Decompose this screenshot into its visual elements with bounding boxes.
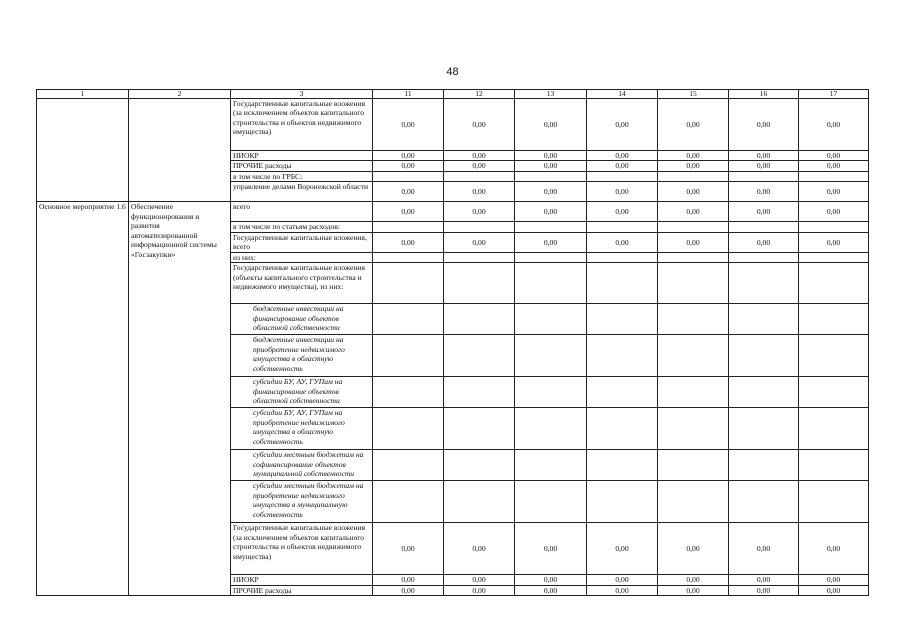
row-label: ПРОЧИЕ расходы [231,161,373,171]
value-cell [373,171,444,181]
value-cell [515,335,587,377]
value-cell [587,171,658,181]
value-cell [729,377,799,408]
table-row [37,202,869,222]
value-cell: 0,00 [799,523,869,575]
value-cell [444,252,515,262]
row-label: бюджетные инвестиции на приобретение недвижимого имущества в областную собственность [231,335,373,377]
value-cell: 0,00 [658,99,729,151]
value-cell: 0,00 [799,161,869,171]
value-cell: 0,00 [515,99,587,151]
value-cell [587,377,658,408]
value-cell [658,377,729,408]
column-header: 14 [587,90,658,99]
row-label: ПРОЧИЕ расходы [231,585,373,595]
value-cell: 0,00 [799,575,869,585]
value-cell: 0,00 [515,161,587,171]
value-cell: 0,00 [515,523,587,575]
page-number: 48 [446,66,459,78]
value-cell [515,263,587,304]
budget-table [36,89,869,596]
value-cell [799,222,869,232]
table-row [37,99,869,151]
column-header: 15 [658,90,729,99]
value-cell: 0,00 [444,523,515,575]
value-cell: 0,00 [373,232,444,252]
value-cell [729,481,799,523]
value-cell: 0,00 [444,99,515,151]
value-cell [799,263,869,304]
value-cell [587,481,658,523]
activity-name: Обеспечение функционирования и развития автоматизированной информационной системы «Госзакупки» [129,202,231,596]
value-cell [444,377,515,408]
value-cell: 0,00 [587,99,658,151]
value-cell [799,481,869,523]
value-cell: 0,00 [373,99,444,151]
value-cell: 0,00 [587,575,658,585]
value-cell: 0,00 [729,523,799,575]
value-cell [658,450,729,481]
value-cell [373,335,444,377]
row-label: субсидии местным бюджетам на приобретение недвижимого имущества в муниципальную собственность [231,481,373,523]
value-cell [658,252,729,262]
value-cell [658,481,729,523]
value-cell [373,222,444,232]
value-cell [799,171,869,181]
value-cell: 0,00 [587,182,658,202]
value-cell [444,263,515,304]
value-cell: 0,00 [729,151,799,161]
value-cell [373,304,444,335]
value-cell: 0,00 [515,151,587,161]
value-cell [729,171,799,181]
row-label: НИОКР [231,151,373,161]
value-cell: 0,00 [799,99,869,151]
column-header: 11 [373,90,444,99]
value-cell [799,450,869,481]
value-cell [729,304,799,335]
value-cell [799,377,869,408]
column-header: 16 [729,90,799,99]
row-label: НИОКР [231,575,373,585]
row-label: субсидии БУ, АУ, ГУПам на приобретение недвижимого имущества в областную собственность [231,408,373,450]
row-label: всего [231,202,373,222]
column-header: 3 [231,90,373,99]
value-cell [515,408,587,450]
value-cell [515,481,587,523]
column-header-row [37,90,869,99]
value-cell: 0,00 [444,575,515,585]
value-cell: 0,00 [373,182,444,202]
row-label: Государственные капитальные вложения (за исключением объектов капитального строительства и объектов недвижимого имущества) [231,99,373,151]
value-cell [444,171,515,181]
value-cell: 0,00 [658,151,729,161]
value-cell: 0,00 [587,151,658,161]
value-cell: 0,00 [515,585,587,595]
value-cell: 0,00 [587,523,658,575]
value-cell [587,263,658,304]
value-cell [444,408,515,450]
value-cell [729,450,799,481]
value-cell: 0,00 [515,575,587,585]
value-cell [444,222,515,232]
value-cell [658,171,729,181]
value-cell [373,450,444,481]
value-cell: 0,00 [373,575,444,585]
value-cell: 0,00 [373,202,444,222]
row-label: в том числе по ГРБС: [231,171,373,181]
value-cell: 0,00 [658,232,729,252]
value-cell: 0,00 [373,151,444,161]
value-cell: 0,00 [373,585,444,595]
value-cell: 0,00 [799,151,869,161]
value-cell [799,304,869,335]
row-label: в том числе по статьям расходов: [231,222,373,232]
row-label: субсидии БУ, АУ, ГУПам на финансирование объектов областной собственности [231,377,373,408]
value-cell: 0,00 [799,585,869,595]
row-label: Государственные капитальные вложения (объекты капитального строительства и недвижимого имущества), из них: [231,263,373,304]
value-cell [729,252,799,262]
value-cell [444,450,515,481]
row-label: Государственные капитальные вложения, всего [231,232,373,252]
value-cell [729,335,799,377]
row-label: управление делами Воронежской области [231,182,373,202]
value-cell: 0,00 [444,232,515,252]
value-cell [444,335,515,377]
value-cell [658,263,729,304]
value-cell: 0,00 [658,585,729,595]
value-cell: 0,00 [729,232,799,252]
value-cell: 0,00 [658,523,729,575]
value-cell [444,481,515,523]
value-cell [515,450,587,481]
value-cell: 0,00 [587,202,658,222]
empty-cell [37,99,129,202]
column-header: 1 [37,90,129,99]
value-cell: 0,00 [444,161,515,171]
value-cell [373,481,444,523]
value-cell [587,222,658,232]
value-cell: 0,00 [515,232,587,252]
value-cell [373,408,444,450]
value-cell [658,335,729,377]
value-cell [515,252,587,262]
value-cell: 0,00 [658,575,729,585]
value-cell: 0,00 [587,232,658,252]
value-cell [658,408,729,450]
value-cell [515,377,587,408]
value-cell [799,335,869,377]
value-cell: 0,00 [587,161,658,171]
value-cell [515,171,587,181]
value-cell: 0,00 [729,99,799,151]
value-cell: 0,00 [373,161,444,171]
value-cell: 0,00 [729,575,799,585]
value-cell: 0,00 [587,585,658,595]
value-cell [729,263,799,304]
value-cell: 0,00 [444,151,515,161]
value-cell: 0,00 [729,161,799,171]
row-label: бюджетные инвестиции на финансирование объектов областной собственности [231,304,373,335]
value-cell: 0,00 [799,182,869,202]
value-cell: 0,00 [799,202,869,222]
value-cell [658,304,729,335]
row-label: Государственные капитальные вложения (за исключением объектов капитального строительства и объектов недвижимого имущества) [231,523,373,575]
value-cell: 0,00 [658,161,729,171]
value-cell: 0,00 [658,182,729,202]
value-cell [373,377,444,408]
value-cell: 0,00 [444,202,515,222]
value-cell: 0,00 [515,202,587,222]
value-cell: 0,00 [515,182,587,202]
value-cell: 0,00 [658,202,729,222]
column-header: 12 [444,90,515,99]
column-header: 17 [799,90,869,99]
column-header: 2 [129,90,231,99]
value-cell: 0,00 [729,202,799,222]
value-cell [515,222,587,232]
value-cell [373,252,444,262]
value-cell: 0,00 [444,585,515,595]
value-cell [729,222,799,232]
value-cell [515,304,587,335]
value-cell [658,222,729,232]
value-cell [587,408,658,450]
activity-label: Основное мероприятие 1.6 [37,202,129,596]
value-cell: 0,00 [729,182,799,202]
value-cell [587,304,658,335]
value-cell: 0,00 [729,585,799,595]
value-cell [587,335,658,377]
value-cell [799,252,869,262]
value-cell [587,450,658,481]
row-label: из них: [231,252,373,262]
value-cell: 0,00 [799,232,869,252]
value-cell [373,263,444,304]
empty-cell [129,99,231,202]
column-header: 13 [515,90,587,99]
value-cell [587,252,658,262]
row-label: субсидии местным бюджетам на софинансирование объектов муниципальной собственности [231,450,373,481]
value-cell: 0,00 [444,182,515,202]
value-cell [799,408,869,450]
value-cell: 0,00 [373,523,444,575]
value-cell [729,408,799,450]
value-cell [444,304,515,335]
